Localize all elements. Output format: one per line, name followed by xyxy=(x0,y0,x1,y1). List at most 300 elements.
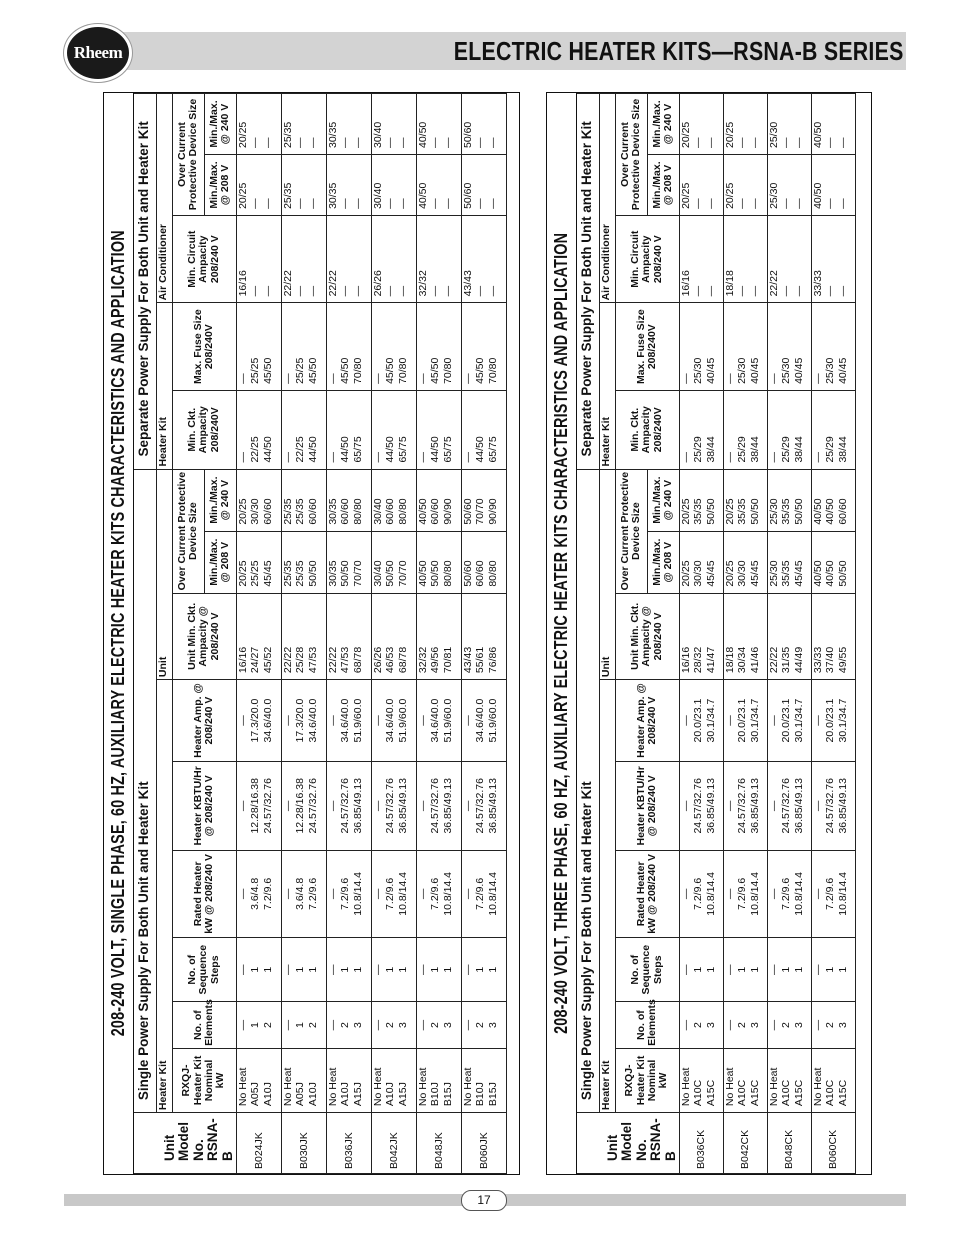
col-hk-mca: Min. Ckt. Ampacity 208/240V xyxy=(615,390,679,469)
ocpd208-cell xyxy=(767,531,811,593)
cell-value: — xyxy=(371,964,384,975)
cell-value: — xyxy=(416,964,429,975)
group-air-conditioner: Air Conditioner xyxy=(156,94,172,303)
col-ac-208: Min./Max. @ 208 V xyxy=(204,155,236,216)
cell-value: 10.8/14.4 xyxy=(704,871,717,916)
cell-value: — xyxy=(441,198,454,209)
cell-value: — xyxy=(396,137,409,149)
cell-value: 30.1/34.7 xyxy=(748,698,761,743)
three-phase-title-text: 208-240 VOLT, THREE PHASE, 60 HZ, AUXILIARY ELECTRIC HEATER KITS CHARACTERISTICS AND APPLICATION xyxy=(551,232,571,1035)
cell-value: 25/29 xyxy=(692,436,704,463)
cell-value: 30.1/34.7 xyxy=(704,698,717,743)
cell-value: 45/50 xyxy=(474,357,486,384)
cell-value: 2 xyxy=(824,1022,836,1029)
hk-mca-cell xyxy=(767,390,811,469)
ocpd240-cell xyxy=(371,469,416,531)
amp-cell xyxy=(236,680,281,762)
cell-value: A10C xyxy=(780,1079,792,1107)
steps-cell xyxy=(371,938,416,1002)
cell-value: — xyxy=(371,373,384,384)
ocpd208-cell xyxy=(371,531,416,593)
elements-cell xyxy=(416,1002,461,1049)
cell-value: — xyxy=(396,198,409,209)
cell-value: 25/35 xyxy=(281,182,294,209)
col-unit-ocpd: Over Current Protective Device Size xyxy=(615,469,647,593)
cell-value: 70/80 xyxy=(486,357,499,384)
cell-value: B10J xyxy=(474,1082,486,1107)
hk-mca-cell xyxy=(326,390,371,469)
cell-value: — xyxy=(723,1019,736,1031)
cell-value: 34.6/40.0 xyxy=(339,698,351,743)
ac-mca-cell xyxy=(811,215,855,303)
cell-value: — xyxy=(371,800,384,812)
cell-value: 1 xyxy=(339,966,351,973)
fuse-cell xyxy=(461,303,506,391)
cell-value: — xyxy=(723,452,736,463)
cell-value: 45/50 xyxy=(429,357,441,384)
cell-value: — xyxy=(767,888,780,900)
cell-value: — xyxy=(306,137,319,149)
cell-value: — xyxy=(767,964,780,975)
cell-value: — xyxy=(767,373,780,384)
cell-value: 1 xyxy=(294,1022,306,1029)
cell-value: 50/50 xyxy=(704,498,717,525)
unit-model-cell: B060JK xyxy=(461,1113,506,1174)
kits-cell xyxy=(371,1048,416,1112)
ac208-cell xyxy=(416,155,461,216)
cell-value: 25/30 xyxy=(767,121,780,149)
cell-value: 43/43 xyxy=(461,646,474,674)
cell-value: — xyxy=(679,964,692,975)
col-sequence-steps: No. of Sequence Steps xyxy=(172,938,236,1002)
cell-value: 70/80 xyxy=(351,357,364,384)
col-unit-model: Unit Model No. RSNA-B xyxy=(577,1113,679,1174)
cell-value: 25/25 xyxy=(249,560,261,587)
cell-value: 32/32 xyxy=(416,646,429,674)
cell-value: 44/50 xyxy=(306,436,319,463)
steps-cell xyxy=(461,938,506,1002)
cell-value: — xyxy=(249,285,261,297)
cell-value: — xyxy=(767,715,780,726)
col-rated-kw: Rated Heater kW @ 208/240 V xyxy=(172,850,236,938)
cell-value: 24.57/32.76 xyxy=(736,778,748,834)
cell-value: 50/50 xyxy=(836,560,849,587)
cell-value: A15C xyxy=(704,1079,717,1107)
cell-value: 30/40 xyxy=(371,121,384,149)
elements-cell xyxy=(236,1002,281,1049)
cell-value: — xyxy=(811,452,824,463)
col-heater-amp: Heater Amp. @ 208/240 V xyxy=(615,680,679,762)
cell-value: 25/35 xyxy=(294,560,306,587)
cell-value: 36.85/49.13 xyxy=(486,778,499,834)
group-heater-kit: Heater Kit xyxy=(156,680,172,1113)
kbtu-cell xyxy=(811,762,855,851)
col-ac-mca: Min. Circuit Ampacity 208/240 V xyxy=(615,215,679,303)
cell-value: 12.28/16.38 xyxy=(249,778,261,834)
ocpd240-cell xyxy=(326,469,371,531)
cell-value: — xyxy=(429,198,441,209)
kw-cell xyxy=(679,850,723,938)
cell-value: — xyxy=(486,137,499,149)
ac240-cell xyxy=(371,94,416,155)
cell-value: — xyxy=(723,888,736,900)
kw-cell xyxy=(371,850,416,938)
hk-mca-cell xyxy=(416,390,461,469)
page-number: 17 xyxy=(461,1190,507,1211)
cell-value: A15J xyxy=(351,1082,364,1107)
col-unit-240: Min./Max. @ 240 V xyxy=(647,469,679,531)
cell-value: 3 xyxy=(396,1022,409,1029)
table-row xyxy=(236,94,281,1174)
cell-value: 45/52 xyxy=(261,646,274,674)
cell-value: — xyxy=(679,373,692,384)
cell-value: — xyxy=(811,800,824,812)
cell-value: 24.57/32.76 xyxy=(261,778,274,834)
cell-value: 22/25 xyxy=(249,436,261,463)
cell-value: — xyxy=(461,800,474,812)
cell-value: 30/40 xyxy=(371,498,384,525)
cell-value: 10.8/14.4 xyxy=(486,871,499,916)
cell-value: — xyxy=(474,198,486,209)
cell-value: — xyxy=(339,285,351,297)
cell-value: 2 xyxy=(384,1022,396,1029)
cell-value: No Heat xyxy=(767,1067,780,1107)
col-heater-kit-kw: RXQJ- Heater Kit Nominal kW xyxy=(172,1048,236,1112)
cell-value: — xyxy=(679,888,692,900)
hk-mca-cell xyxy=(236,390,281,469)
col-kbtu: Heater KBTU/Hr @ 208/240 V xyxy=(172,762,236,851)
ocpd240-cell xyxy=(767,469,811,531)
cell-value: 47/53 xyxy=(306,646,319,674)
elements-cell xyxy=(679,1002,723,1049)
kbtu-cell xyxy=(723,762,767,851)
cell-value: 24.57/32.76 xyxy=(780,778,792,834)
cell-value: 22/22 xyxy=(767,646,780,674)
cell-value: 20/25 xyxy=(236,560,249,587)
cell-value: 51.9/60.0 xyxy=(441,698,454,743)
cell-value: 80/80 xyxy=(441,560,454,587)
cell-value: — xyxy=(461,1019,474,1031)
fuse-cell xyxy=(236,303,281,391)
cell-value: 30/40 xyxy=(371,560,384,587)
cell-value: 34.6/40.0 xyxy=(384,698,396,743)
cell-value: — xyxy=(792,198,805,209)
cell-value: 36.85/49.13 xyxy=(748,778,761,834)
steps-cell xyxy=(679,938,723,1002)
unit-mca-cell xyxy=(281,593,326,679)
unit-mca-cell xyxy=(461,593,506,679)
cell-value: 24.57/32.76 xyxy=(339,778,351,834)
cell-value: 80/80 xyxy=(486,560,499,587)
cell-value: 20/25 xyxy=(236,121,249,149)
col-unit-ocpd: Over Current Protective Device Size xyxy=(172,469,204,593)
cell-value: 40/50 xyxy=(824,498,836,525)
cell-value: 7.2/9.6 xyxy=(780,877,792,910)
single-phase-title-text: 208-240 VOLT, SINGLE PHASE, 60 HZ, AUXILIARY ELECTRIC HEATER KITS CHARACTERISTICS AND APPLICATION xyxy=(108,230,128,1037)
table-row xyxy=(767,94,811,1174)
ac208-cell xyxy=(326,155,371,216)
cell-value: 36.85/49.13 xyxy=(396,778,409,834)
cell-value: 50/50 xyxy=(792,498,805,525)
col-unit-mca: Unit Min. Ckt. Ampacity @ 208/240 V xyxy=(172,593,236,679)
cell-value: 12.28/16.38 xyxy=(294,778,306,834)
cell-value: — xyxy=(351,198,364,209)
kits-cell xyxy=(281,1048,326,1112)
cell-value: — xyxy=(836,285,849,297)
fuse-cell xyxy=(811,303,855,391)
cell-value: 45/50 xyxy=(261,357,274,384)
cell-value: — xyxy=(723,964,736,975)
cell-value: 25/30 xyxy=(767,182,780,209)
cell-value: 25/25 xyxy=(294,357,306,384)
cell-value: 49/56 xyxy=(429,646,441,674)
group-separate-supply: Separate Power Supply For Both Unit and Heater Kit xyxy=(134,94,156,470)
group-separate-supply: Separate Power Supply For Both Unit and Heater Kit xyxy=(577,94,599,470)
cell-value: 41/47 xyxy=(704,646,717,674)
cell-value: — xyxy=(416,373,429,384)
cell-value: — xyxy=(780,285,792,297)
amp-cell xyxy=(326,680,371,762)
cell-value: 45/45 xyxy=(792,560,805,587)
cell-value: 50/50 xyxy=(306,560,319,587)
col-hk-mca: Min. Ckt. Ampacity 208/240V xyxy=(172,390,236,469)
unit-model-cell: B048JK xyxy=(416,1113,461,1174)
cell-value: 35/35 xyxy=(736,498,748,525)
cell-value: 30/35 xyxy=(326,182,339,209)
cell-value: 80/80 xyxy=(351,498,364,525)
cell-value: 10.8/14.4 xyxy=(441,871,454,916)
cell-value: 33/33 xyxy=(811,270,824,297)
cell-value: 1 xyxy=(792,966,805,973)
cell-value: 26/26 xyxy=(371,270,384,297)
unit-model-cell: B036CK xyxy=(679,1113,723,1174)
ac208-cell xyxy=(723,155,767,216)
unit-model-cell: B030JK xyxy=(281,1113,326,1174)
cell-value: — xyxy=(723,373,736,384)
steps-cell xyxy=(326,938,371,1002)
ac-mca-cell xyxy=(281,215,326,303)
fuse-cell xyxy=(371,303,416,391)
cell-value: 45/50 xyxy=(384,357,396,384)
cell-value: 51.9/60.0 xyxy=(486,698,499,743)
kits-cell xyxy=(326,1048,371,1112)
ac208-cell xyxy=(236,155,281,216)
cell-value: A15J xyxy=(396,1082,409,1107)
elements-cell xyxy=(326,1002,371,1049)
cell-value: 34.6/40.0 xyxy=(306,698,319,743)
cell-value: — xyxy=(249,137,261,149)
cell-value: — xyxy=(792,137,805,149)
cell-value: — xyxy=(692,198,704,209)
cell-value: 31/35 xyxy=(780,646,792,674)
cell-value: — xyxy=(679,715,692,726)
ocpd208-cell xyxy=(281,531,326,593)
cell-value: 3 xyxy=(704,1022,717,1029)
unit-model-cell: B048CK xyxy=(767,1113,811,1174)
col-unit-208: Min./Max. @ 208 V xyxy=(647,531,679,593)
elements-cell xyxy=(723,1002,767,1049)
cell-value: 24.57/32.76 xyxy=(474,778,486,834)
amp-cell xyxy=(723,680,767,762)
ocpd240-cell xyxy=(416,469,461,531)
cell-value: — xyxy=(461,452,474,463)
kbtu-cell xyxy=(767,762,811,851)
cell-value: — xyxy=(306,285,319,297)
cell-value: 50/60 xyxy=(461,182,474,209)
ac240-cell xyxy=(679,94,723,155)
ac208-cell xyxy=(461,155,506,216)
three-phase-table-title xyxy=(547,93,577,1174)
cell-value: 30/35 xyxy=(326,121,339,149)
steps-cell xyxy=(416,938,461,1002)
cell-value: 70/80 xyxy=(441,357,454,384)
unit-mca-cell xyxy=(679,593,723,679)
cell-value: — xyxy=(326,800,339,812)
table-row xyxy=(326,94,371,1174)
ac-mca-cell xyxy=(236,215,281,303)
cell-value: — xyxy=(281,1019,294,1031)
cell-value: 70/80 xyxy=(396,357,409,384)
cell-value: No Heat xyxy=(326,1067,339,1107)
ocpd240-cell xyxy=(811,469,855,531)
cell-value: 16/16 xyxy=(236,270,249,297)
three-phase-table-box xyxy=(546,92,872,1175)
unit-model-cell: B042CK xyxy=(723,1113,767,1174)
cell-value: — xyxy=(441,285,454,297)
cell-value: 1 xyxy=(384,966,396,973)
cell-value: 30/34 xyxy=(736,646,748,674)
cell-value: 38/44 xyxy=(836,436,849,463)
kw-cell xyxy=(811,850,855,938)
cell-value: — xyxy=(326,373,339,384)
cell-value: 17.3/20.0 xyxy=(249,698,261,743)
cell-value: 7.2/9.6 xyxy=(824,877,836,910)
steps-cell xyxy=(767,938,811,1002)
col-ac-240: Min./Max. @ 240 V xyxy=(204,94,236,155)
cell-value: 18/18 xyxy=(723,270,736,297)
ac-mca-cell xyxy=(371,215,416,303)
cell-value: 7.2/9.6 xyxy=(306,877,319,910)
cell-value: 60/60 xyxy=(429,498,441,525)
cell-value: — xyxy=(384,285,396,297)
cell-value: — xyxy=(281,800,294,812)
cell-value: No Heat xyxy=(461,1067,474,1107)
cell-value: No Heat xyxy=(236,1067,249,1107)
cell-value: 28/32 xyxy=(692,646,704,674)
cell-value: 16/16 xyxy=(679,270,692,297)
col-fuse: Max. Fuse Size 208/240V xyxy=(172,303,236,391)
cell-value: 45/45 xyxy=(261,560,274,587)
cell-value: 2 xyxy=(339,1022,351,1029)
cell-value: 70/70 xyxy=(351,560,364,587)
cell-value: — xyxy=(811,715,824,726)
cell-value: 80/80 xyxy=(396,498,409,525)
cell-value: 25/29 xyxy=(736,436,748,463)
unit-model-cell: B036JK xyxy=(326,1113,371,1174)
cell-value: 43/43 xyxy=(461,270,474,297)
ac240-cell xyxy=(811,94,855,155)
ac240-cell xyxy=(281,94,326,155)
three-phase-table-rotated xyxy=(547,93,871,1174)
hk-mca-cell xyxy=(281,390,326,469)
hk-mca-cell xyxy=(811,390,855,469)
cell-value: 50/60 xyxy=(461,498,474,525)
cell-value: 7.2/9.6 xyxy=(429,877,441,910)
cell-value: — xyxy=(748,137,761,149)
kw-cell xyxy=(461,850,506,938)
cell-value: 20/25 xyxy=(679,560,692,587)
cell-value: 7.2/9.6 xyxy=(736,877,748,910)
cell-value: — xyxy=(474,137,486,149)
cell-value: 25/30 xyxy=(824,357,836,384)
ac240-cell xyxy=(767,94,811,155)
cell-value: — xyxy=(384,137,396,149)
cell-value: — xyxy=(326,1019,339,1031)
kits-cell xyxy=(416,1048,461,1112)
unit-mca-cell xyxy=(236,593,281,679)
cell-value: 3.6/4.8 xyxy=(249,877,261,910)
cell-value: — xyxy=(236,452,249,463)
cell-value: 40/45 xyxy=(792,357,805,384)
cell-value: — xyxy=(704,198,717,209)
cell-value: 1 xyxy=(396,966,409,973)
col-unit-mca: Unit Min. Ckt. Ampacity @ 208/240 V xyxy=(615,593,679,679)
ac240-cell xyxy=(326,94,371,155)
unit-model-cell: B042JK xyxy=(371,1113,416,1174)
cell-value: 7.2/9.6 xyxy=(474,877,486,910)
cell-value: 38/44 xyxy=(704,436,717,463)
ac-mca-cell xyxy=(767,215,811,303)
ocpd240-cell xyxy=(281,469,326,531)
group-heater-kit: Heater Kit xyxy=(599,680,615,1113)
cell-value: 25/29 xyxy=(824,436,836,463)
cell-value: — xyxy=(416,800,429,812)
cell-value: 47/53 xyxy=(339,646,351,674)
ocpd208-cell xyxy=(416,531,461,593)
cell-value: No Heat xyxy=(416,1067,429,1107)
cell-value: No Heat xyxy=(723,1067,736,1107)
cell-value: 38/44 xyxy=(748,436,761,463)
cell-value: 2 xyxy=(474,1022,486,1029)
table-row xyxy=(461,94,506,1174)
cell-value: 22/25 xyxy=(294,436,306,463)
cell-value: — xyxy=(261,285,274,297)
cell-value: 38/44 xyxy=(792,436,805,463)
cell-value: 44/50 xyxy=(384,436,396,463)
cell-value: 3 xyxy=(836,1022,849,1029)
elements-cell xyxy=(811,1002,855,1049)
cell-value: 44/50 xyxy=(261,436,274,463)
fuse-cell xyxy=(281,303,326,391)
cell-value: — xyxy=(306,198,319,209)
ac240-cell xyxy=(416,94,461,155)
cell-value: — xyxy=(339,137,351,149)
page-title: ELECTRIC HEATER KITS—RSNA-B SERIES xyxy=(454,36,904,66)
cell-value: 50/60 xyxy=(461,121,474,149)
cell-value: 18/18 xyxy=(723,646,736,674)
cell-value: — xyxy=(236,373,249,384)
cell-value: 35/35 xyxy=(780,560,792,587)
cell-value: 51.9/60.0 xyxy=(351,698,364,743)
cell-value: 68/78 xyxy=(396,646,409,674)
cell-value: A10C xyxy=(692,1079,704,1107)
logo-text: Rheem xyxy=(73,43,123,62)
cell-value: 40/50 xyxy=(811,560,824,587)
kbtu-cell xyxy=(236,762,281,851)
cell-value: 20.0/23.1 xyxy=(780,698,792,743)
cell-value: — xyxy=(236,715,249,726)
cell-value: — xyxy=(416,888,429,900)
